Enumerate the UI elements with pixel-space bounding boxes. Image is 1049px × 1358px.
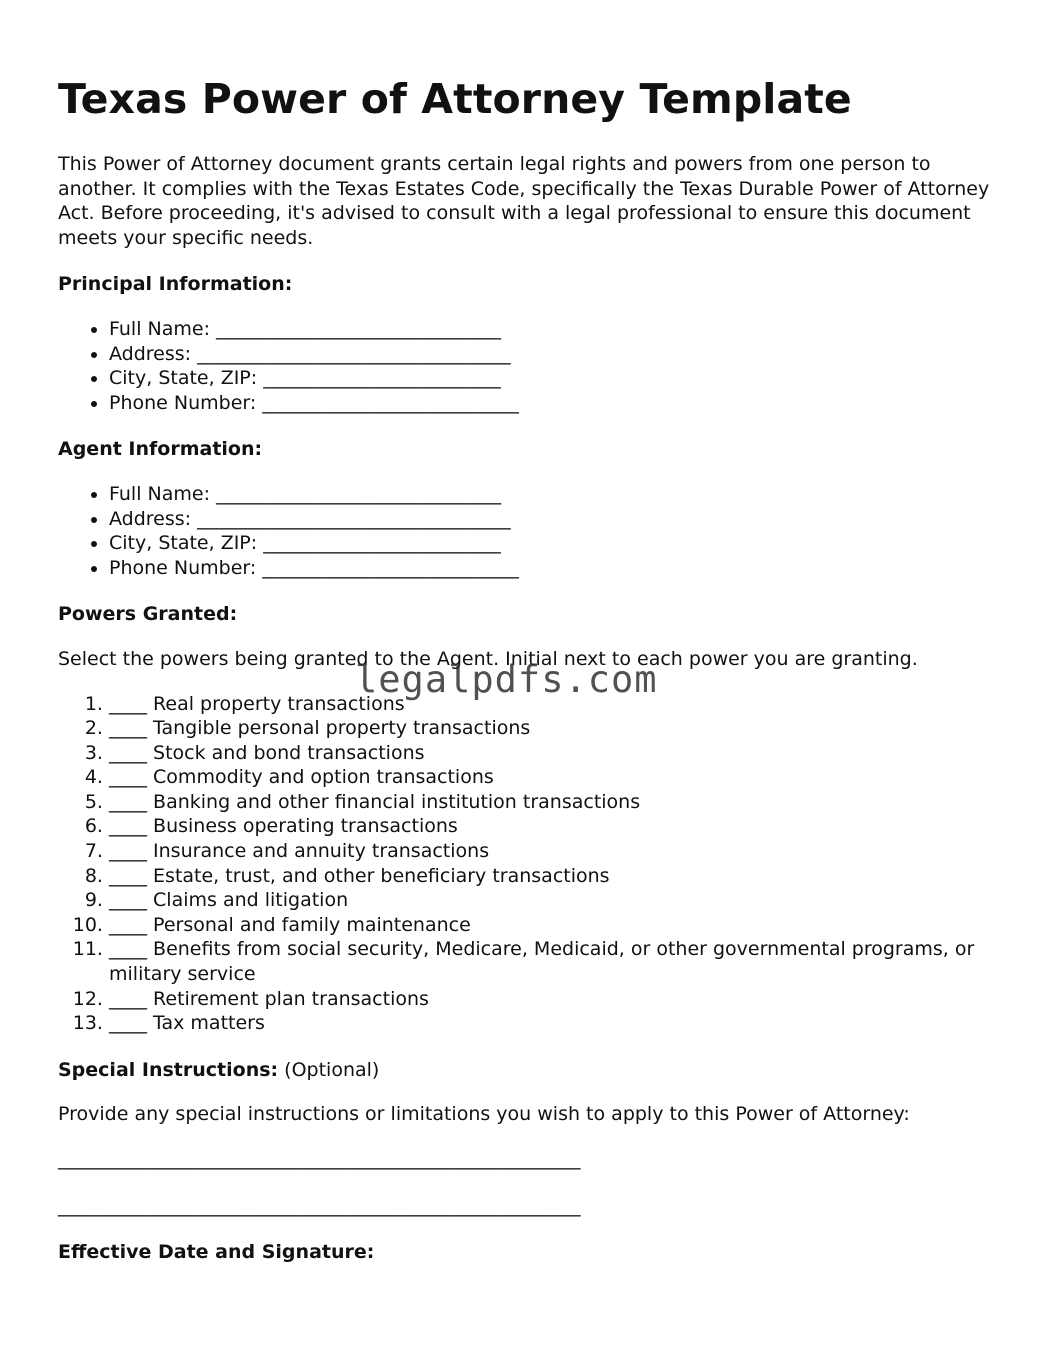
principal-phone-field[interactable]: • Phone Number: ___________________________ xyxy=(109,391,998,416)
power-item[interactable]: 2. ____ Tangible personal property transactions xyxy=(109,716,998,741)
power-item[interactable]: 9. ____ Claims and litigation xyxy=(109,888,998,913)
document-page xyxy=(58,74,998,1265)
power-item[interactable]: 1. ____ Real property transactions xyxy=(109,692,998,717)
special-instructions-label: Special Instructions: xyxy=(58,1058,279,1081)
agent-address-field[interactable]: • Address: _________________________________ xyxy=(109,507,998,532)
power-item[interactable]: 10. ____ Personal and family maintenance xyxy=(109,913,998,938)
power-item[interactable]: 12. ____ Retirement plan transactions xyxy=(109,987,998,1012)
page-title: Texas Power of Attorney Template xyxy=(58,75,852,123)
power-item[interactable]: 7. ____ Insurance and annuity transactions xyxy=(109,839,998,864)
principal-city-state-zip-field[interactable]: • City, State, ZIP: _________________________ xyxy=(109,366,998,391)
optional-label: (Optional) xyxy=(278,1058,380,1081)
principal-address-field[interactable]: • Address: _________________________________ xyxy=(109,342,998,367)
special-instructions-line-2[interactable]: _______________________________________________________ xyxy=(58,1194,581,1217)
power-item[interactable]: 8. ____ Estate, trust, and other beneficiary transactions xyxy=(109,864,998,889)
special-instructions-text: Provide any special instructions or limitations you wish to apply to this Power of Attorney: xyxy=(58,1103,910,1126)
principal-heading: Principal Information: xyxy=(58,273,293,296)
effective-date-signature-heading: Effective Date and Signature: xyxy=(58,1241,375,1264)
powers-instruction: Select the powers being granted to the Agent. Initial next to each power you are granting. xyxy=(58,647,918,670)
powers-list xyxy=(58,692,998,1036)
principal-field-list xyxy=(58,317,998,415)
watermark-text: legalpdfs.com xyxy=(355,658,658,701)
agent-field-list xyxy=(58,482,998,580)
power-item[interactable]: 5. ____ Banking and other financial institution transactions xyxy=(109,790,998,815)
power-item[interactable]: 11. ____ Benefits from social security, Medicare, Medicaid, or other governmental programs, or military service xyxy=(109,937,998,986)
power-item[interactable]: 4. ____ Commodity and option transactions xyxy=(109,765,998,790)
agent-phone-field[interactable]: • Phone Number: ___________________________ xyxy=(109,556,998,581)
power-item[interactable]: 13. ____ Tax matters xyxy=(109,1011,998,1036)
special-instructions-heading xyxy=(58,1058,998,1083)
principal-full-name-field[interactable]: • Full Name: ______________________________ xyxy=(109,317,998,342)
agent-city-state-zip-field[interactable]: • City, State, ZIP: _________________________ xyxy=(109,531,998,556)
special-instructions-line-1[interactable]: _______________________________________________________ xyxy=(58,1148,581,1170)
power-item[interactable]: 3. ____ Stock and bond transactions xyxy=(109,741,998,766)
agent-heading: Agent Information: xyxy=(58,438,263,461)
intro-paragraph: This Power of Attorney document grants certain legal rights and powers from one person to another. It complies with the Texas Estates Code, specifically the Texas Durable Power of Attorney Act. Before proceeding, it's advised to consult with a legal professional to ensure this document meets your specific needs. xyxy=(58,153,990,249)
power-item[interactable]: 6. ____ Business operating transactions xyxy=(109,814,998,839)
powers-heading: Powers Granted: xyxy=(58,603,238,626)
agent-full-name-field[interactable]: • Full Name: ______________________________ xyxy=(109,482,998,507)
